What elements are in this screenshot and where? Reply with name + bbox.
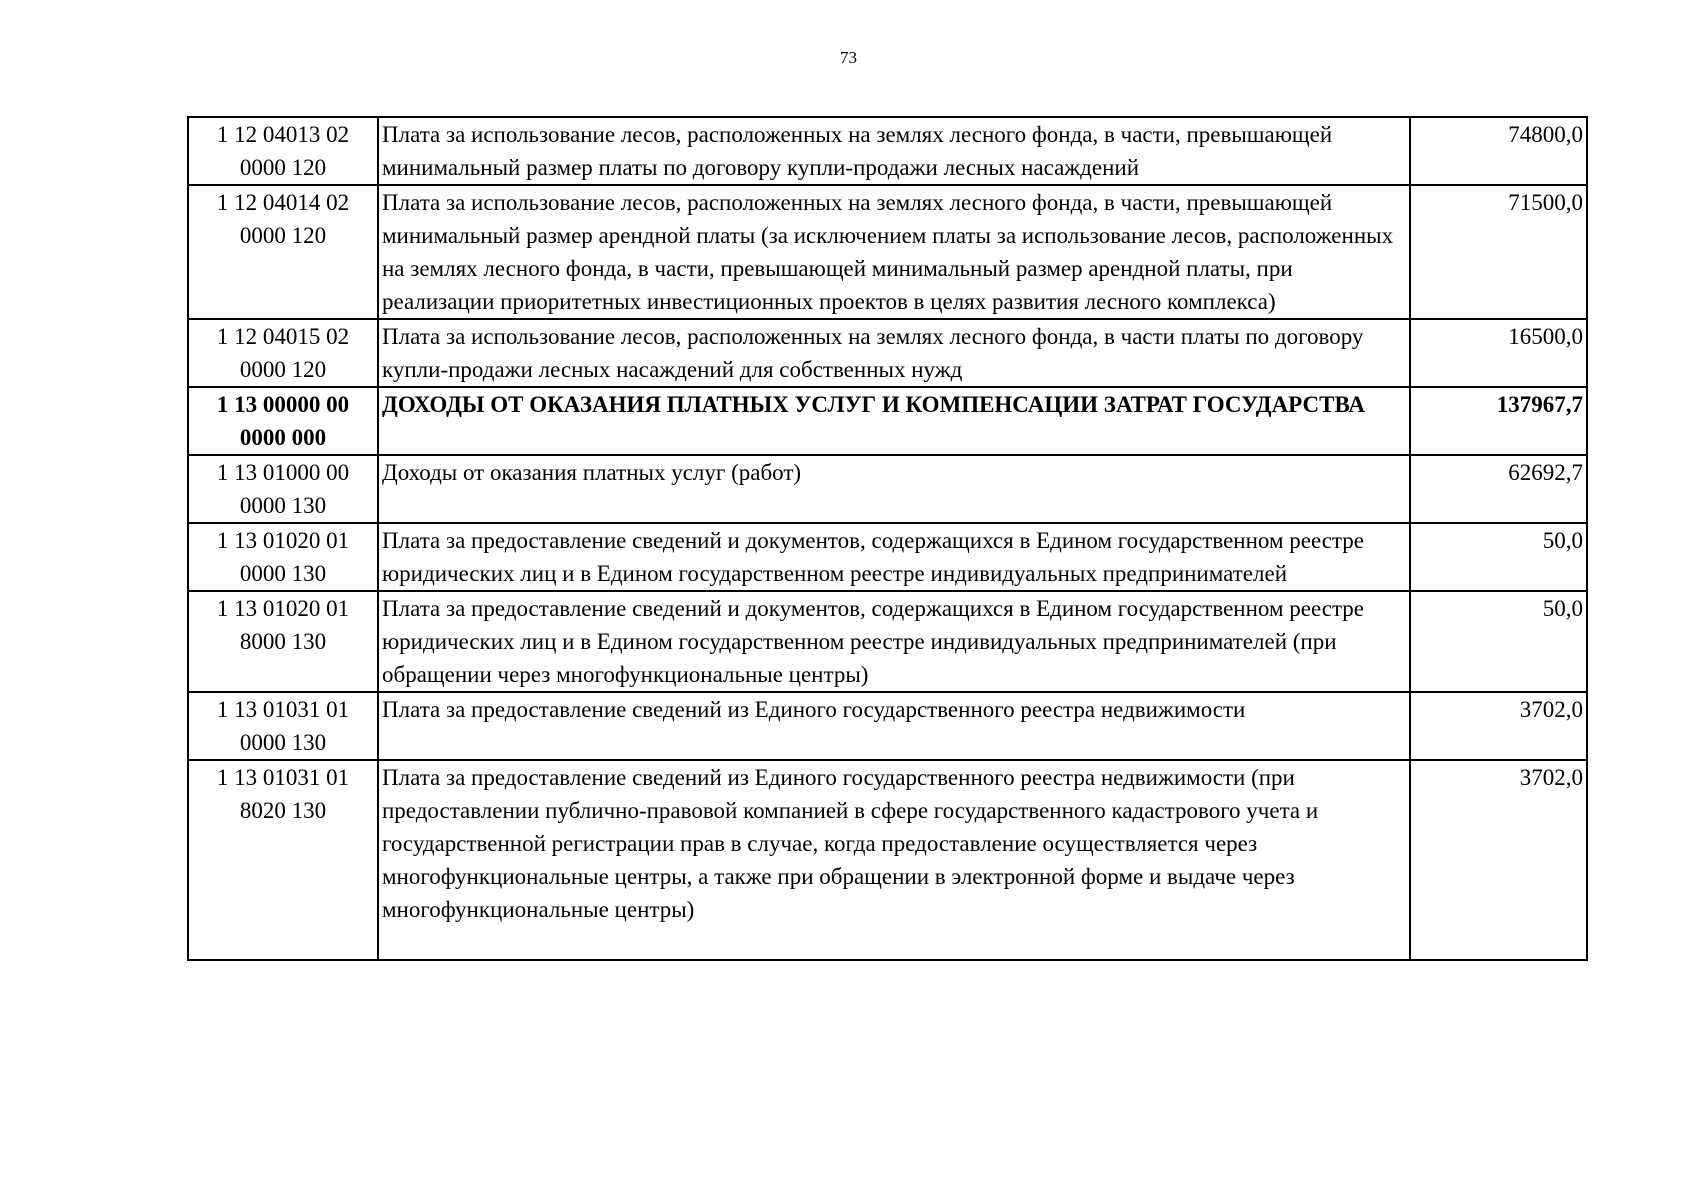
revenue-description: Плата за предоставление сведений и документов, содержащихся в Едином государственном реестре юридических лиц и в Едином государственном реестре индивидуальных предпринимателей (при обращении через многофункциональные центры) (378, 591, 1410, 692)
revenue-description: Плата за использование лесов, расположенных на землях лесного фонда, в части, превышающей минимальный размер платы по договору купли-продажи лесных насаждений (378, 117, 1410, 185)
revenue-description: Плата за предоставление сведений из Единого государственного реестра недвижимости (при предоставлении публично-правовой компанией в сфере государственного кадастрового учета и государственной регистрации прав в случае, когда предоставление осуществляется через многофункциональные центры, а также при обращении в электронной форме и выдаче через многофункциональные центры) (378, 760, 1410, 960)
revenue-description: Плата за использование лесов, расположенных на землях лесного фонда, в части, превышающей минимальный размер арендной платы (за исключением платы за использование лесов, расположенных на землях лесного фонда, в части, превышающей минимальный размер арендной платы, при реализации приоритетных инвестиционных проектов в целях развития лесного комплекса) (378, 185, 1410, 319)
revenue-amount: 50,0 (1410, 523, 1587, 591)
revenue-description: Доходы от оказания платных услуг (работ) (378, 455, 1410, 523)
revenue-amount: 3702,0 (1410, 692, 1587, 760)
table-row (188, 185, 1587, 319)
revenue-amount: 137967,7 (1410, 387, 1587, 455)
table-row (188, 455, 1587, 523)
revenue-description: Плата за предоставление сведений из Единого государственного реестра недвижимости (378, 692, 1410, 760)
budget-code: 1 13 01031 01 8020 130 (188, 760, 378, 960)
budget-code: 1 13 01020 01 0000 130 (188, 523, 378, 591)
budget-code: 1 13 01031 01 0000 130 (188, 692, 378, 760)
revenue-amount: 3702,0 (1410, 760, 1587, 960)
revenue-description: Плата за предоставление сведений и документов, содержащихся в Едином государственном реестре юридических лиц и в Едином государственном реестре индивидуальных предпринимателей (378, 523, 1410, 591)
budget-code: 1 13 00000 00 0000 000 (188, 387, 378, 455)
table-row (188, 591, 1587, 692)
table-row (188, 523, 1587, 591)
budget-code: 1 12 04015 02 0000 120 (188, 319, 378, 387)
budget-code: 1 13 01020 01 8000 130 (188, 591, 378, 692)
table-row-section-total (188, 387, 1587, 455)
table-row (188, 692, 1587, 760)
revenue-description: Плата за использование лесов, расположенных на землях лесного фонда, в части платы по договору купли-продажи лесных насаждений для собственных нужд (378, 319, 1410, 387)
table-row (188, 319, 1587, 387)
revenue-amount: 50,0 (1410, 591, 1587, 692)
budget-code: 1 12 04014 02 0000 120 (188, 185, 378, 319)
page-number: 73 (840, 48, 857, 67)
revenue-amount: 71500,0 (1410, 185, 1587, 319)
revenue-amount: 62692,7 (1410, 455, 1587, 523)
budget-code: 1 13 01000 00 0000 130 (188, 455, 378, 523)
revenue-amount: 74800,0 (1410, 117, 1587, 185)
revenue-amount: 16500,0 (1410, 319, 1587, 387)
budget-code: 1 12 04013 02 0000 120 (188, 117, 378, 185)
table-row (188, 117, 1587, 185)
table-row (188, 760, 1587, 960)
revenue-description: ДОХОДЫ ОТ ОКАЗАНИЯ ПЛАТНЫХ УСЛУГ И КОМПЕНСАЦИИ ЗАТРАТ ГОСУДАРСТВА (378, 387, 1410, 455)
revenue-table (187, 116, 1588, 961)
